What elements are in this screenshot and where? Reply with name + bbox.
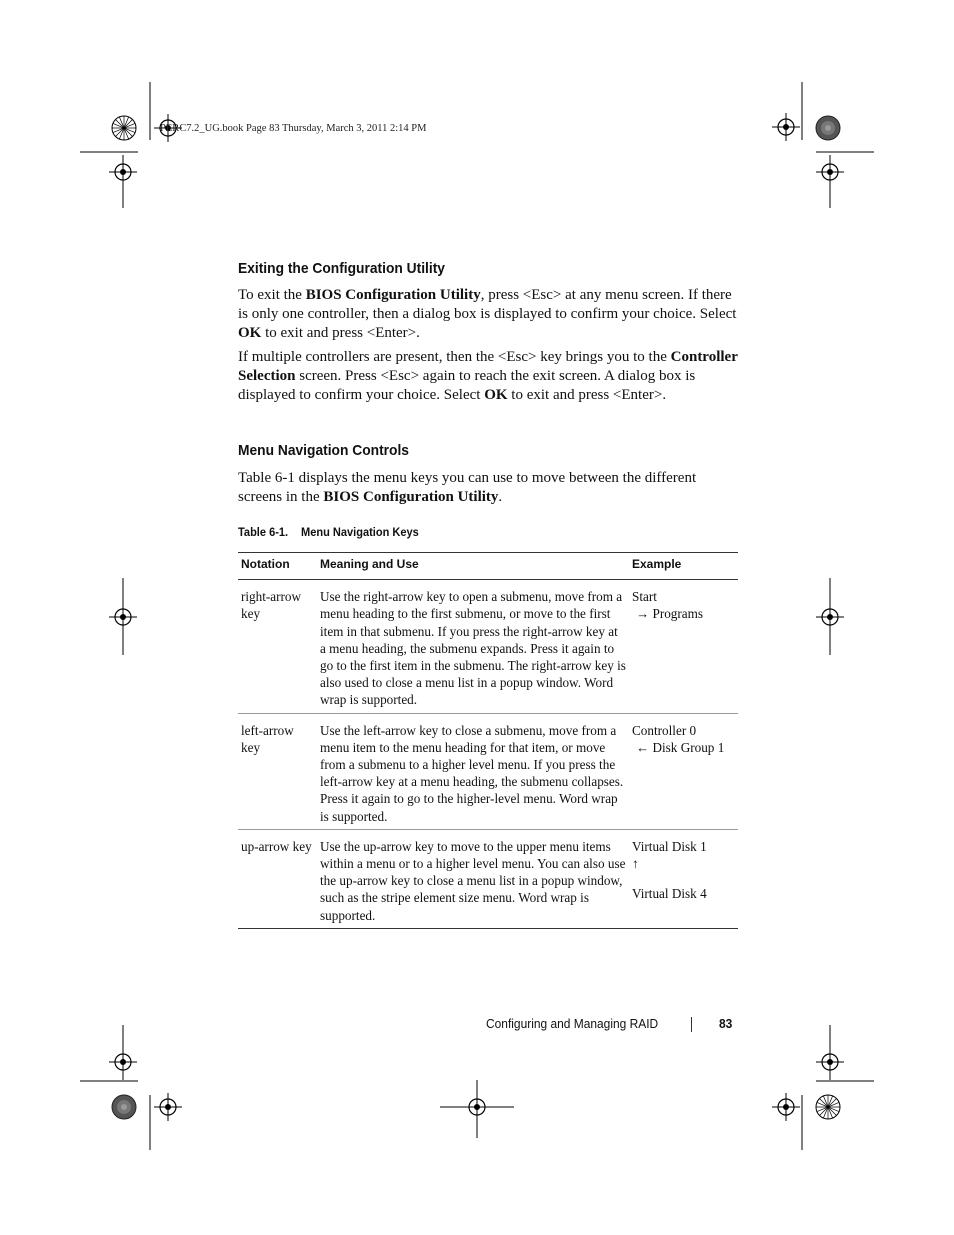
table-header-row — [238, 553, 738, 580]
table-row — [238, 713, 738, 829]
example-line: Start — [632, 589, 657, 605]
example-cell — [629, 713, 738, 829]
footer-separator — [691, 1017, 692, 1032]
column-header-notation: Notation — [238, 553, 317, 580]
notation-cell: right-arrow key — [238, 580, 317, 713]
meaning-cell: Use the up-arrow key to move to the upper menu items within a menu or to a higher level menu. You can also use the up-arrow key to close a menu list in a popup window, such as the stripe element size menu. Word wrap is supported. — [317, 829, 629, 928]
example-cell — [629, 580, 738, 713]
example-cell — [629, 829, 738, 928]
menu-navigation-keys-table — [238, 552, 738, 929]
example-line: Virtual Disk 1 — [632, 838, 707, 854]
up-arrow-glyph: ↑ — [632, 856, 639, 872]
example-line: ← Disk Group 1 — [636, 739, 725, 755]
example-line: Controller 0 — [632, 722, 697, 738]
print-slug: PERC7.2_UG.book Page 83 Thursday, March 3, 2011 2:14 PM — [160, 123, 427, 134]
notation-cell: left-arrow key — [238, 713, 317, 829]
table-caption: Table 6-1. Menu Navigation Keys — [238, 525, 419, 539]
table-row — [238, 580, 738, 713]
column-header-meaning: Meaning and Use — [317, 553, 629, 580]
meaning-cell: Use the right-arrow key to open a submenu, move from a menu heading to the first submenu, or move to the first item in that submenu. If you press the right-arrow key at a menu heading, the submenu expands. Press it again to go to the first item in the submenu. The right-arrow key is also used to close a menu list in a popup window. Word wrap is supported. — [317, 580, 629, 713]
meaning-cell: Use the left-arrow key to close a submenu, move from a menu item to the menu heading for that item, or move from a submenu to a higher level menu. If you press the left-arrow key at a menu heading, the submenu collapses. Press it again to go to the higher-level menu. Word wrap is supported. — [317, 713, 629, 829]
example-line: → Programs — [636, 606, 704, 622]
paragraph-exit-multiple: If multiple controllers are present, then the <Esc> key brings you to the Controller Selection screen. Press <Esc> again to reach the exit screen. A dialog box is displayed to confirm your choice. Select OK to exit and press <Enter>. — [238, 349, 738, 404]
section-heading-exiting: Exiting the Configuration Utility — [238, 260, 445, 277]
example-line: Virtual Disk 4 — [632, 886, 707, 902]
page-number: 83 — [719, 1016, 733, 1031]
footer-chapter-title: Configuring and Managing RAID — [486, 1016, 659, 1031]
column-header-example: Example — [629, 553, 738, 580]
notation-cell: up-arrow key — [238, 829, 317, 928]
paragraph-menu-navigation: Table 6-1 displays the menu keys you can use to move between the different screens in the BIOS Configuration Utility. — [238, 470, 697, 506]
paragraph-exit-single: To exit the BIOS Configuration Utility, press <Esc> at any menu screen. If there is only one controller, then a dialog box is displayed to confirm your choice. Select OK to exit and press <Enter>. — [238, 287, 737, 342]
table-row — [238, 829, 738, 928]
section-heading-menu-navigation: Menu Navigation Controls — [238, 442, 409, 459]
